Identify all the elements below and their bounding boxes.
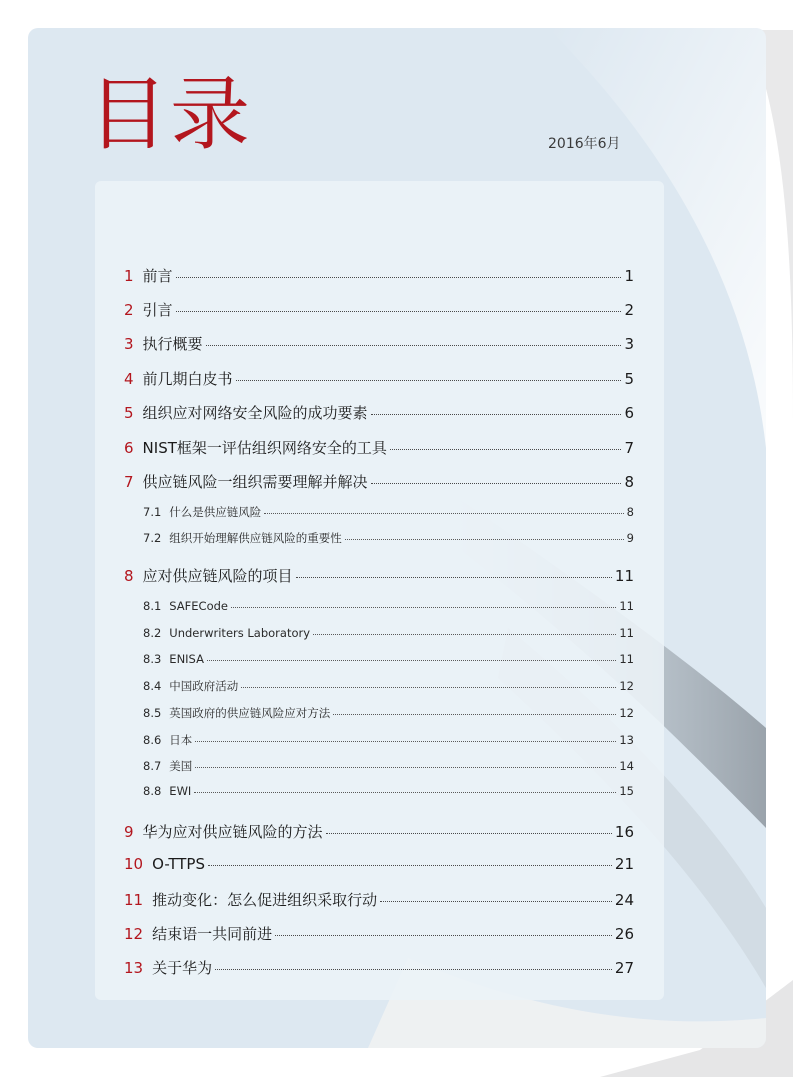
toc-entry-label: 推动变化：怎么促进组织采取行动	[152, 891, 378, 909]
dot-leader	[313, 634, 616, 635]
toc-entry[interactable]	[124, 855, 634, 873]
toc-entry-label: 前几期白皮书	[142, 370, 233, 388]
toc-entry[interactable]	[124, 565, 634, 586]
toc-subentry[interactable]	[143, 504, 634, 520]
toc-entry-page-number: 12	[619, 706, 634, 720]
dot-leader	[371, 483, 622, 484]
dot-leader	[236, 380, 622, 381]
toc-entry-number: 5	[124, 404, 134, 422]
dot-leader	[380, 901, 612, 902]
toc-entry-number: 11	[124, 891, 144, 909]
toc-entry-page-number: 6	[624, 404, 634, 422]
toc-entry-label: 华为应对供应链风险的方法	[142, 823, 323, 841]
dot-leader	[208, 865, 612, 866]
dot-leader	[194, 792, 616, 793]
toc-entry-number: 2	[124, 301, 134, 319]
toc-entry-number: 8	[124, 567, 134, 585]
dot-leader	[176, 311, 622, 312]
toc-entry-page-number: 1	[624, 267, 634, 285]
toc-entry-page-number: 13	[619, 733, 634, 747]
toc-entry-label: 美国	[169, 759, 193, 773]
toc-entry[interactable]	[124, 299, 634, 320]
toc-entry-page-number: 2	[624, 301, 634, 319]
toc-entry-label: 执行概要	[142, 335, 203, 353]
toc-entry-label: 结束语一共同前进	[152, 925, 273, 943]
toc-entry-page-number: 14	[619, 759, 634, 773]
toc-entry-label: 前言	[142, 267, 173, 285]
toc-subentry[interactable]	[143, 599, 634, 613]
toc-entry-label: EWI	[169, 784, 192, 798]
toc-entry-page-number: 26	[614, 925, 634, 943]
toc-entry-page-number: 21	[614, 855, 634, 873]
publication-date: 2016年6月	[548, 136, 621, 152]
toc-entry-number: 3	[124, 335, 134, 353]
toc-entry-page-number: 8	[626, 505, 634, 519]
toc-entry-page-number: 11	[614, 567, 634, 585]
toc-entry-label: SAFECode	[169, 599, 228, 613]
dot-leader	[371, 414, 622, 415]
toc-entry-label: NIST框架一评估组织网络安全的工具	[142, 439, 387, 457]
dot-leader	[264, 513, 623, 514]
toc-entry-page-number: 11	[619, 626, 634, 640]
toc-entry-number: 7.1	[143, 505, 162, 519]
toc-subentry[interactable]	[143, 705, 634, 721]
toc-entry-label: Underwriters Laboratory	[169, 626, 311, 640]
toc-entry-number: 8.7	[143, 759, 162, 773]
toc-entry-number: 9	[124, 823, 134, 841]
toc-entry-page-number: 12	[619, 679, 634, 693]
toc-entry[interactable]	[124, 333, 634, 354]
toc-entry-number: 4	[124, 370, 134, 388]
toc-card	[95, 181, 664, 1000]
toc-entry[interactable]	[124, 821, 634, 842]
toc-entry-label: ENISA	[169, 652, 204, 666]
toc-entry-page-number: 9	[626, 531, 634, 545]
toc-entry[interactable]	[124, 437, 634, 458]
dot-leader	[390, 449, 622, 450]
toc-entry[interactable]	[124, 402, 634, 423]
toc-entry-number: 7.2	[143, 531, 162, 545]
toc-entry-page-number: 8	[624, 473, 634, 491]
toc-subentry[interactable]	[143, 530, 634, 546]
toc-entry-number: 1	[124, 267, 134, 285]
toc-entry-page-number: 5	[624, 370, 634, 388]
toc-entry-page-number: 24	[614, 891, 634, 909]
toc-entry-label: 组织应对网络安全风险的成功要素	[142, 404, 368, 422]
dot-leader	[195, 741, 616, 742]
dot-leader	[333, 714, 616, 715]
toc-entry-page-number: 11	[619, 599, 634, 613]
toc-entry-number: 6	[124, 439, 134, 457]
toc-entry[interactable]	[124, 923, 634, 944]
toc-entry-number: 12	[124, 925, 144, 943]
toc-entry-page-number: 16	[614, 823, 634, 841]
dot-leader	[206, 345, 622, 346]
dot-leader	[241, 687, 616, 688]
toc-entry-number: 8.2	[143, 626, 162, 640]
dot-leader	[231, 607, 616, 608]
toc-entry-page-number: 27	[614, 959, 634, 977]
toc-entry-page-number: 3	[624, 335, 634, 353]
toc-entry-page-number: 11	[619, 652, 634, 666]
toc-entry-label: 什么是供应链风险	[169, 505, 262, 519]
toc-subentry[interactable]	[143, 732, 634, 748]
toc-entry-number: 8.5	[143, 706, 162, 720]
toc-entry-label: 中国政府活动	[169, 679, 239, 693]
dot-leader	[275, 935, 612, 936]
toc-entry-number: 8.8	[143, 784, 162, 798]
page-title: 目录	[88, 68, 252, 161]
toc-entry-number: 8.6	[143, 733, 162, 747]
toc-entry[interactable]	[124, 265, 634, 286]
toc-subentry[interactable]	[143, 626, 634, 640]
toc-entry-number: 7	[124, 473, 134, 491]
toc-panel	[28, 28, 766, 1048]
dot-leader	[345, 539, 624, 540]
toc-entry-label: 供应链风险一组织需要理解并解决	[142, 473, 368, 491]
dot-leader	[326, 833, 612, 834]
dot-leader	[195, 767, 616, 768]
toc-subentry[interactable]	[143, 784, 634, 798]
toc-subentry[interactable]	[143, 758, 634, 774]
toc-entry-label: 日本	[169, 733, 193, 747]
toc-entry-number: 8.3	[143, 652, 162, 666]
toc-subentry[interactable]	[143, 678, 634, 694]
toc-entry-number: 8.1	[143, 599, 162, 613]
dot-leader	[296, 577, 612, 578]
toc-entry-label: 引言	[142, 301, 173, 319]
toc-entry-label: 组织开始理解供应链风险的重要性	[169, 531, 342, 545]
dot-leader	[207, 660, 616, 661]
toc-entry-label: 应对供应链风险的项目	[142, 567, 293, 585]
toc-entry-page-number: 15	[619, 784, 634, 798]
toc-entry-number: 10	[124, 855, 144, 873]
toc-entry[interactable]	[124, 471, 634, 492]
toc-entry-label: 关于华为	[152, 959, 213, 977]
toc-entry[interactable]	[124, 957, 634, 978]
toc-entry-label: O-TTPS	[152, 855, 205, 873]
toc-entry-number: 13	[124, 959, 144, 977]
toc-entry-number: 8.4	[143, 679, 162, 693]
toc-entry-page-number: 7	[624, 439, 634, 457]
toc-entry-label: 英国政府的供应链风险应对方法	[169, 706, 331, 720]
toc-subentry[interactable]	[143, 652, 634, 666]
toc-entry[interactable]	[124, 889, 634, 910]
dot-leader	[176, 277, 622, 278]
dot-leader	[215, 969, 612, 970]
toc-entry[interactable]	[124, 368, 634, 389]
